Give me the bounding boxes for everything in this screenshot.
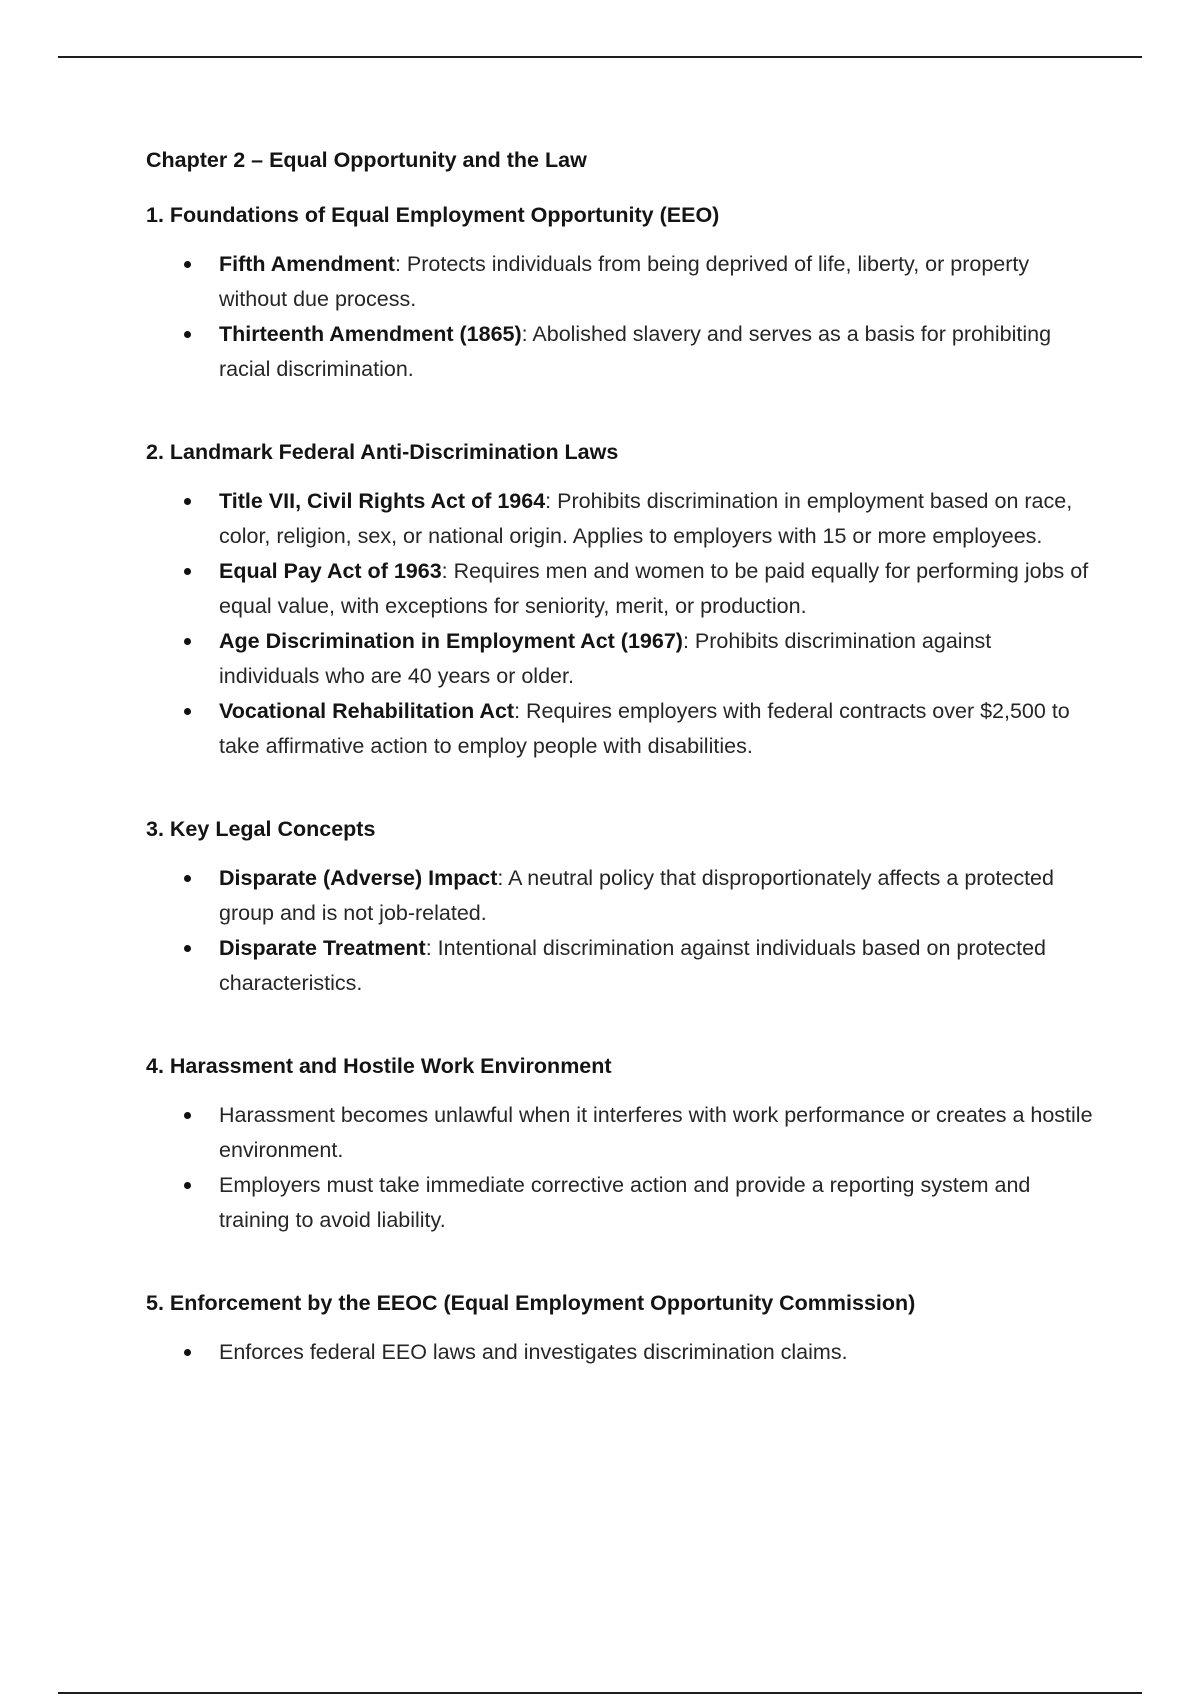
list-item-term: Age Discrimination in Employment Act (1967): [219, 629, 683, 653]
list-item-text: : Protects individuals from being deprived of life, liberty, or property without due process.: [219, 252, 1030, 311]
bullet-icon: [184, 498, 191, 505]
bullet-icon: [184, 261, 191, 268]
list-item-text: : Prohibits discrimination against individuals who are 40 years or older.: [219, 629, 992, 688]
bullet-icon: [184, 1182, 191, 1189]
list-item-text: Employers must take immediate corrective action and provide a reporting system and training to avoid liability.: [219, 1173, 1031, 1232]
list-item-term: Disparate (Adverse) Impact: [219, 866, 498, 890]
bullet-icon: [184, 331, 191, 338]
list-item-text: Enforces federal EEO laws and investigates discrimination claims.: [219, 1340, 848, 1364]
bullet-list: [146, 1335, 1096, 1370]
section-harassment: [146, 1050, 1096, 1237]
document-title: Chapter 2 – Equal Opportunity and the Law: [146, 148, 587, 172]
section-heading: 1. Foundations of Equal Employment Opportunity (EEO): [146, 203, 720, 227]
footer-rule: [58, 1692, 1142, 1694]
bullet-icon: [184, 945, 191, 952]
list-item: [146, 1168, 1096, 1237]
section-foundations: [146, 199, 1096, 386]
list-item: [146, 247, 1096, 316]
bullet-icon: [184, 1112, 191, 1119]
list-item-text: : Abolished slavery and serves as a basis for prohibiting racial discrimination.: [219, 322, 1052, 381]
bullet-icon: [184, 708, 191, 715]
list-item: [146, 484, 1096, 553]
list-item-text: Harassment becomes unlawful when it interferes with work performance or creates a hostile environment.: [219, 1103, 1093, 1162]
bullet-icon: [184, 568, 191, 575]
list-item-term: Fifth Amendment: [219, 252, 395, 276]
list-item-text: : A neutral policy that disproportionately affects a protected group and is not job-related.: [219, 866, 1054, 925]
list-item-text: : Requires employers with federal contracts over $2,500 to take affirmative action to employ people with disabilities.: [219, 699, 1070, 758]
list-item: [146, 861, 1096, 930]
list-item-text: : Requires men and women to be paid equally for performing jobs of equal value, with exceptions for seniority, merit, or production.: [219, 559, 1089, 618]
list-item: [146, 624, 1096, 693]
list-item: [146, 317, 1096, 386]
bullet-list: [146, 861, 1096, 1000]
bullet-icon: [184, 1349, 191, 1356]
list-item-term: Equal Pay Act of 1963: [219, 559, 442, 583]
section-landmark-laws: [146, 436, 1096, 763]
list-item-text: : Intentional discrimination against individuals based on protected characteristics.: [219, 936, 1047, 995]
bullet-list: [146, 484, 1096, 763]
list-item: [146, 694, 1096, 763]
list-item-term: Thirteenth Amendment (1865): [219, 322, 522, 346]
section-heading: 4. Harassment and Hostile Work Environment: [146, 1054, 612, 1078]
bullet-list: [146, 1098, 1096, 1237]
list-item-term: Disparate Treatment: [219, 936, 426, 960]
document-body: [146, 144, 1096, 1371]
bullet-list: [146, 247, 1096, 386]
section-enforcement: [146, 1287, 1096, 1370]
list-item: [146, 1098, 1096, 1167]
list-item: [146, 1335, 1096, 1370]
list-item: [146, 554, 1096, 623]
bullet-icon: [184, 875, 191, 882]
section-heading: 3. Key Legal Concepts: [146, 817, 376, 841]
section-heading: 2. Landmark Federal Anti-Discrimination Laws: [146, 440, 619, 464]
list-item-term: Vocational Rehabilitation Act: [219, 699, 515, 723]
section-key-concepts: [146, 813, 1096, 1000]
list-item: [146, 931, 1096, 1000]
bullet-icon: [184, 638, 191, 645]
list-item-term: Title VII, Civil Rights Act of 1964: [219, 489, 546, 513]
section-heading: 5. Enforcement by the EEOC (Equal Employment Opportunity Commission): [146, 1291, 916, 1315]
list-item-text: : Prohibits discrimination in employment based on race, color, religion, sex, or national origin. Applies to employers with 15 or more employees.: [219, 489, 1073, 548]
header-rule: [58, 56, 1142, 58]
